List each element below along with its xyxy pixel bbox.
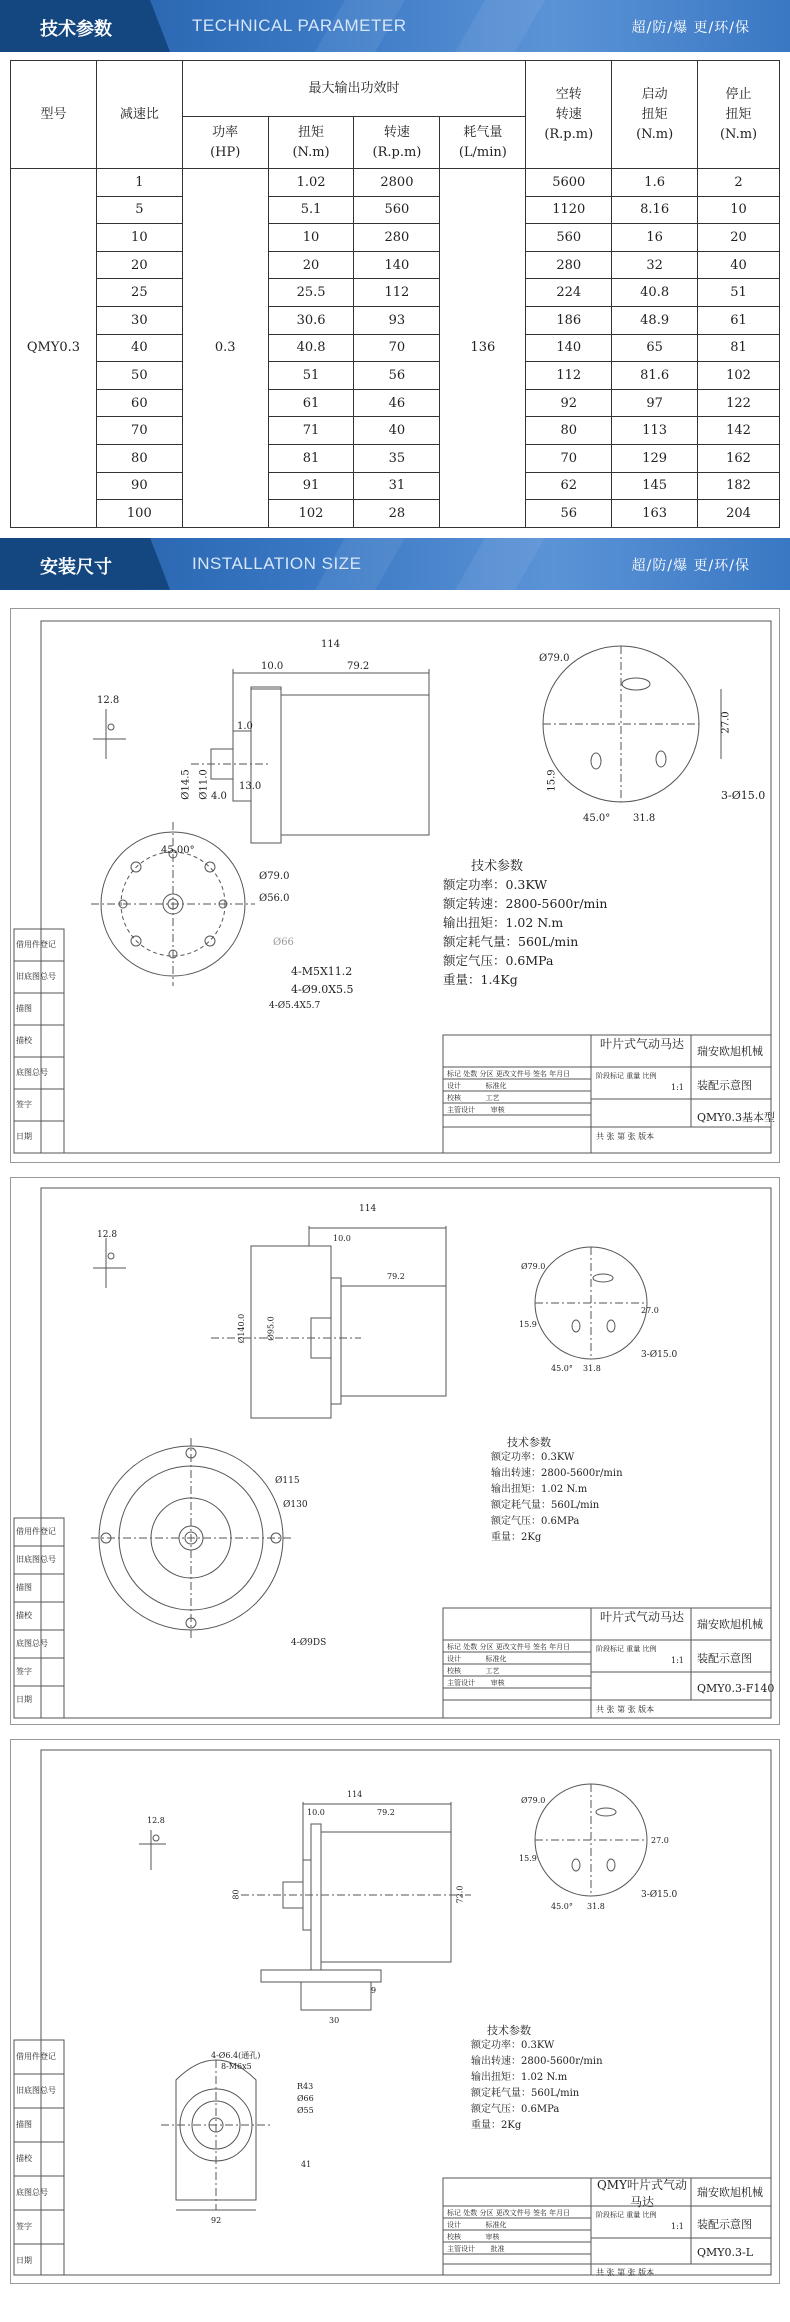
cell-torque: 1.02 bbox=[268, 169, 354, 197]
dim-12-8: 12.8 bbox=[97, 1229, 118, 1240]
cell-stop-torque: 142 bbox=[698, 417, 780, 445]
parameter-table bbox=[10, 60, 780, 528]
drawing-name: 装配示意图 bbox=[697, 2217, 752, 2231]
cell-torque: 51 bbox=[268, 362, 354, 390]
product-name: 叶片式气动马达 bbox=[599, 1036, 684, 1051]
side-label: 借用件登记 bbox=[16, 2051, 56, 2061]
cell-stop-torque: 2 bbox=[698, 169, 780, 197]
cell-idle-speed: 62 bbox=[526, 472, 612, 500]
cell-stop-torque: 204 bbox=[698, 500, 780, 528]
dim-hole: 4-Ø9.0X5.5 bbox=[291, 982, 354, 996]
cell-torque: 20 bbox=[268, 251, 354, 279]
cell-torque: 5.1 bbox=[268, 196, 354, 224]
cell-ratio: 70 bbox=[96, 417, 182, 445]
cell-idle-speed: 140 bbox=[526, 334, 612, 362]
dim-phi79: Ø79.0 bbox=[521, 1795, 546, 1805]
cell-stop-torque: 61 bbox=[698, 306, 780, 334]
side-label: 旧底图总号 bbox=[16, 2085, 56, 2095]
dim-31-8: 31.8 bbox=[587, 1901, 605, 1911]
dim-72: 72.0 bbox=[455, 1885, 465, 1904]
tb-scale: 1:1 bbox=[671, 2221, 684, 2231]
spec-line: 重量：1.4Kg bbox=[443, 971, 518, 987]
tb-row4: 主管设计 审核 bbox=[447, 1105, 505, 1114]
cell-torque: 71 bbox=[268, 417, 354, 445]
spec-lines bbox=[491, 1450, 623, 1546]
dim-phi130: Ø130 bbox=[283, 1499, 308, 1510]
table-row bbox=[11, 334, 780, 362]
table-row bbox=[11, 389, 780, 417]
spec-line: 输出转速：2800-5600r/min bbox=[471, 2055, 603, 2067]
dim-30: 30 bbox=[329, 2015, 340, 2025]
tb-stage: 阶段标记 重量 比例 bbox=[596, 2210, 657, 2219]
param-table-wrap bbox=[0, 52, 790, 538]
sheets-info: 共 张 第 张 版本 bbox=[596, 2267, 655, 2277]
cell-model: QMY0.3 bbox=[11, 169, 97, 528]
side-label: 旧底图总号 bbox=[16, 971, 56, 981]
dim-79-2: 79.2 bbox=[387, 1271, 405, 1281]
side-label: 签字 bbox=[16, 1666, 32, 1676]
tb-scale: 1:1 bbox=[671, 1082, 684, 1092]
cell-idle-speed: 186 bbox=[526, 306, 612, 334]
cell-ratio: 80 bbox=[96, 444, 182, 472]
cell-stop-torque: 40 bbox=[698, 251, 780, 279]
dim-114: 114 bbox=[347, 1789, 363, 1799]
tech-param-title-cn: 技术参数 bbox=[40, 19, 112, 40]
tb-row3: 校核 工艺 bbox=[447, 1666, 500, 1675]
cell-start-torque: 1.6 bbox=[612, 169, 698, 197]
dim-phi9: 4-Ø9DS bbox=[291, 1637, 327, 1648]
sheets-info: 共 张 第 张 版本 bbox=[596, 1704, 655, 1714]
cell-start-torque: 40.8 bbox=[612, 279, 698, 307]
drawing-lines bbox=[11, 609, 781, 1164]
cell-stop-torque: 81 bbox=[698, 334, 780, 362]
drawing-sheet-f140 bbox=[10, 1177, 780, 1725]
table-row bbox=[11, 224, 780, 252]
cell-speed: 70 bbox=[354, 334, 440, 362]
side-label: 日期 bbox=[16, 1131, 32, 1141]
tb-row4: 主管设计 审核 bbox=[447, 1678, 505, 1687]
dim-92: 92 bbox=[211, 2215, 222, 2225]
tb-stage: 阶段标记 重量 比例 bbox=[596, 1644, 657, 1653]
cell-stop-torque: 51 bbox=[698, 279, 780, 307]
spec-lines bbox=[443, 875, 607, 989]
tb-row1: 标记 处数 分区 更改文件号 签名 年月日 bbox=[447, 1069, 571, 1078]
spec-line: 重量：2Kg bbox=[491, 1531, 542, 1543]
cell-idle-speed: 80 bbox=[526, 417, 612, 445]
drawing-lines bbox=[11, 1178, 781, 1726]
slogan: 超/防/爆 更/环/保 bbox=[631, 20, 750, 36]
install-header bbox=[0, 538, 790, 590]
cell-start-torque: 145 bbox=[612, 472, 698, 500]
cell-ratio: 25 bbox=[96, 279, 182, 307]
cell-ratio: 20 bbox=[96, 251, 182, 279]
cell-speed: 112 bbox=[354, 279, 440, 307]
spec-line: 额定气压：0.6MPa bbox=[471, 2103, 560, 2115]
cell-stop-torque: 10 bbox=[698, 196, 780, 224]
tech-param-title-en: TECHNICAL PARAMETER bbox=[192, 16, 407, 35]
cell-stop-torque: 122 bbox=[698, 389, 780, 417]
cell-ratio: 10 bbox=[96, 224, 182, 252]
cell-speed: 40 bbox=[354, 417, 440, 445]
cell-stop-torque: 20 bbox=[698, 224, 780, 252]
cell-air: 136 bbox=[440, 169, 526, 528]
side-label: 描校 bbox=[16, 2153, 32, 2163]
drawing-model: QMY0.3-L bbox=[697, 2245, 754, 2259]
cell-stop-torque: 162 bbox=[698, 444, 780, 472]
side-label: 底图总号 bbox=[16, 1638, 48, 1648]
dim-80: 80 bbox=[231, 1889, 241, 1900]
table-row bbox=[11, 362, 780, 390]
cell-ratio: 40 bbox=[96, 334, 182, 362]
cell-idle-speed: 5600 bbox=[526, 169, 612, 197]
spec-line: 额定气压：0.6MPa bbox=[491, 1515, 580, 1527]
dim-9: 9 bbox=[371, 1985, 377, 1995]
tb-row3: 校核 审核 bbox=[447, 2232, 500, 2241]
cell-idle-speed: 92 bbox=[526, 389, 612, 417]
dim-3-phi15: 3-Ø15.0 bbox=[641, 1349, 678, 1360]
col-power: 功率 (HP) bbox=[182, 117, 268, 169]
cell-torque: 10 bbox=[268, 224, 354, 252]
side-label: 描校 bbox=[16, 1035, 32, 1045]
cell-speed: 28 bbox=[354, 500, 440, 528]
dim-phi66: Ø66 bbox=[297, 2093, 314, 2103]
col-ratio: 减速比 bbox=[96, 61, 182, 169]
side-label: 旧底图总号 bbox=[16, 1554, 56, 1564]
spec-line: 额定耗气量：560L/min bbox=[491, 1499, 600, 1511]
cell-idle-speed: 280 bbox=[526, 251, 612, 279]
dim-31-8: 31.8 bbox=[633, 812, 656, 824]
side-label: 借用件登记 bbox=[16, 939, 56, 949]
spec-line: 额定功率：0.3KW bbox=[443, 876, 548, 892]
spec-line: 重量：2Kg bbox=[471, 2119, 522, 2131]
col-speed: 转速 (R.p.m) bbox=[354, 117, 440, 169]
spec-title: 技术参数 bbox=[471, 858, 524, 874]
dim-79-2: 79.2 bbox=[347, 660, 370, 672]
cell-start-torque: 129 bbox=[612, 444, 698, 472]
dim-phi79-flange: Ø79.0 bbox=[259, 870, 290, 882]
drawing-model: QMY0.3-F140 bbox=[697, 1681, 775, 1695]
param-body bbox=[11, 169, 780, 528]
dim-phi140: Ø140.0 bbox=[237, 1313, 247, 1343]
dim-41: 41 bbox=[301, 2159, 312, 2169]
dim-114: 114 bbox=[359, 1203, 377, 1214]
cell-idle-speed: 560 bbox=[526, 224, 612, 252]
spec-line: 额定功率：0.3KW bbox=[491, 1451, 575, 1463]
dim-3-phi15: 3-Ø15.0 bbox=[721, 788, 766, 802]
col-max-output: 最大输出功效时 bbox=[182, 61, 526, 117]
dim-phi79: Ø79.0 bbox=[521, 1261, 546, 1271]
cell-speed: 140 bbox=[354, 251, 440, 279]
drawing-sheet-basic bbox=[10, 608, 780, 1163]
cell-ratio: 90 bbox=[96, 472, 182, 500]
cell-speed: 35 bbox=[354, 444, 440, 472]
spec-line: 额定转速：2800-5600r/min bbox=[443, 895, 608, 911]
cell-speed: 93 bbox=[354, 306, 440, 334]
col-start-torque: 启动 扭矩 (N.m) bbox=[612, 61, 698, 169]
dim-13: 13.0 bbox=[239, 780, 262, 792]
cell-speed: 560 bbox=[354, 196, 440, 224]
drawing-name: 装配示意图 bbox=[697, 1078, 752, 1092]
side-label: 描图 bbox=[16, 1003, 32, 1013]
spec-line: 输出转速：2800-5600r/min bbox=[491, 1467, 623, 1479]
dim-10: 10.0 bbox=[333, 1233, 351, 1243]
side-label: 描图 bbox=[16, 1582, 32, 1592]
cell-speed: 31 bbox=[354, 472, 440, 500]
col-torque: 扭矩 (N.m) bbox=[268, 117, 354, 169]
cell-ratio: 50 bbox=[96, 362, 182, 390]
dim-hole2: 4-Ø5.4X5.7 bbox=[269, 1000, 321, 1011]
dim-phi11: Ø11.0 bbox=[198, 768, 210, 800]
product-name: QMY叶片式气动马达 bbox=[596, 2177, 688, 2209]
dim-m6: 8-M6x5 bbox=[221, 2061, 252, 2071]
company: 瑞安欧旭机械 bbox=[697, 1044, 763, 1058]
cell-idle-speed: 1120 bbox=[526, 196, 612, 224]
cell-start-torque: 48.9 bbox=[612, 306, 698, 334]
cell-start-torque: 8.16 bbox=[612, 196, 698, 224]
table-row bbox=[11, 306, 780, 334]
dim-27: 27.0 bbox=[641, 1305, 659, 1315]
tech-param-header bbox=[0, 0, 790, 52]
side-label: 签字 bbox=[16, 2221, 32, 2231]
dim-phi55: Ø55 bbox=[297, 2105, 314, 2115]
dim-1: 1.0 bbox=[237, 720, 253, 732]
dim-31-8: 31.8 bbox=[583, 1363, 601, 1373]
dim-phi56: Ø56.0 bbox=[259, 892, 290, 904]
drawing-name: 装配示意图 bbox=[697, 1651, 752, 1665]
dim-10: 10.0 bbox=[261, 660, 284, 672]
table-row bbox=[11, 444, 780, 472]
dim-3-phi15: 3-Ø15.0 bbox=[641, 1889, 678, 1900]
cell-start-torque: 32 bbox=[612, 251, 698, 279]
dim-phi95: Ø95.0 bbox=[266, 1316, 276, 1341]
col-stop-torque: 停止 扭矩 (N.m) bbox=[698, 61, 780, 169]
dim-45: 45.0° bbox=[551, 1363, 573, 1373]
cell-speed: 2800 bbox=[354, 169, 440, 197]
spec-line: 输出扭矩：1.02 N.m bbox=[491, 1483, 588, 1495]
cell-ratio: 100 bbox=[96, 500, 182, 528]
cell-ratio: 60 bbox=[96, 389, 182, 417]
side-label: 底图总号 bbox=[16, 1067, 48, 1077]
tb-stage: 阶段标记 重量 比例 bbox=[596, 1071, 657, 1080]
table-row bbox=[11, 472, 780, 500]
tb-row3: 校核 工艺 bbox=[447, 1093, 500, 1102]
dim-4: 4.0 bbox=[211, 790, 227, 802]
dim-114: 114 bbox=[321, 638, 341, 650]
cell-torque: 61 bbox=[268, 389, 354, 417]
cell-idle-speed: 70 bbox=[526, 444, 612, 472]
tb-row2: 设计 标准化 bbox=[447, 1654, 507, 1663]
table-row bbox=[11, 196, 780, 224]
cell-stop-torque: 182 bbox=[698, 472, 780, 500]
cell-ratio: 30 bbox=[96, 306, 182, 334]
side-label: 描图 bbox=[16, 2119, 32, 2129]
cell-idle-speed: 112 bbox=[526, 362, 612, 390]
dim-45-00: 45.00° bbox=[161, 844, 195, 856]
cell-start-torque: 113 bbox=[612, 417, 698, 445]
side-label: 借用件登记 bbox=[16, 1526, 56, 1536]
cell-ratio: 1 bbox=[96, 169, 182, 197]
side-label: 底图总号 bbox=[16, 2187, 48, 2197]
tb-row1: 标记 处数 分区 更改文件号 签名 年月日 bbox=[447, 2208, 571, 2217]
tb-row2: 设计 标准化 bbox=[447, 2220, 507, 2229]
slogan: 超/防/爆 更/环/保 bbox=[631, 557, 750, 574]
dim-r43: R43 bbox=[297, 2081, 314, 2091]
sheets-info: 共 张 第 张 版本 bbox=[596, 1131, 655, 1141]
cell-torque: 102 bbox=[268, 500, 354, 528]
tb-row2: 设计 标准化 bbox=[447, 1081, 507, 1090]
dim-45: 45.0° bbox=[551, 1901, 573, 1911]
cell-torque: 91 bbox=[268, 472, 354, 500]
cell-idle-speed: 56 bbox=[526, 500, 612, 528]
tb-row4: 主管设计 批准 bbox=[447, 2244, 505, 2253]
drawing-sheet-l bbox=[10, 1739, 780, 2284]
cell-torque: 40.8 bbox=[268, 334, 354, 362]
cell-ratio: 5 bbox=[96, 196, 182, 224]
table-row bbox=[11, 500, 780, 528]
dim-12-8: 12.8 bbox=[147, 1815, 165, 1825]
table-row bbox=[11, 417, 780, 445]
cell-power: 0.3 bbox=[182, 169, 268, 528]
company: 瑞安欧旭机械 bbox=[697, 1617, 763, 1631]
side-label: 签字 bbox=[16, 1099, 32, 1109]
tb-scale: 1:1 bbox=[671, 1655, 684, 1665]
dim-10: 10.0 bbox=[307, 1807, 325, 1817]
side-label: 日期 bbox=[16, 1694, 32, 1704]
table-row bbox=[11, 251, 780, 279]
dim-15-9: 15.9 bbox=[519, 1319, 537, 1329]
cell-speed: 280 bbox=[354, 224, 440, 252]
cell-torque: 81 bbox=[268, 444, 354, 472]
cell-torque: 25.5 bbox=[268, 279, 354, 307]
spec-title: 技术参数 bbox=[507, 1435, 551, 1449]
spec-line: 额定耗气量：560L/min bbox=[471, 2087, 580, 2099]
spec-line: 输出扭矩：1.02 N.m bbox=[443, 914, 564, 930]
cell-start-torque: 81.6 bbox=[612, 362, 698, 390]
spec-line: 额定耗气量：560L/min bbox=[443, 933, 579, 949]
dim-phi14-5: Ø14.5 bbox=[180, 768, 192, 800]
tb-row1: 标记 处数 分区 更改文件号 签名 年月日 bbox=[447, 1642, 571, 1651]
dim-hole: 4-Ø6.4(通孔) bbox=[211, 2050, 261, 2060]
install-title-cn: 安装尺寸 bbox=[40, 556, 112, 578]
col-model: 型号 bbox=[11, 61, 97, 169]
drawing-model: QMY0.3基本型 bbox=[697, 1110, 776, 1124]
cell-start-torque: 97 bbox=[612, 389, 698, 417]
dim-15-9: 15.9 bbox=[519, 1853, 537, 1863]
dim-27: 27.0 bbox=[651, 1835, 669, 1845]
company: 瑞安欧旭机械 bbox=[697, 2185, 763, 2199]
spec-line: 额定功率：0.3KW bbox=[471, 2039, 555, 2051]
side-label: 日期 bbox=[16, 2255, 32, 2265]
cell-start-torque: 65 bbox=[612, 334, 698, 362]
cell-torque: 30.6 bbox=[268, 306, 354, 334]
cell-speed: 56 bbox=[354, 362, 440, 390]
dim-m5: 4-M5X11.2 bbox=[291, 964, 353, 978]
product-name: 叶片式气动马达 bbox=[599, 1609, 684, 1624]
col-idle-speed: 空转 转速 (R.p.m) bbox=[526, 61, 612, 169]
dim-27: 27.0 bbox=[720, 711, 732, 734]
dim-phi115: Ø115 bbox=[275, 1475, 300, 1486]
cell-start-torque: 163 bbox=[612, 500, 698, 528]
dim-79-2: 79.2 bbox=[377, 1807, 395, 1817]
cell-start-torque: 16 bbox=[612, 224, 698, 252]
dim-phi79: Ø79.0 bbox=[539, 652, 570, 664]
spec-lines bbox=[471, 2038, 603, 2134]
side-label: 描校 bbox=[16, 1610, 32, 1620]
dim-phi66: Ø66 bbox=[273, 936, 294, 948]
spec-line: 输出扭矩：1.02 N.m bbox=[471, 2071, 568, 2083]
table-row bbox=[11, 279, 780, 307]
install-title-en: INSTALLATION SIZE bbox=[192, 553, 362, 573]
dim-15-9: 15.9 bbox=[546, 769, 558, 792]
col-air: 耗气量 (L/min) bbox=[440, 117, 526, 169]
dim-45: 45.0° bbox=[583, 812, 611, 824]
dim-12-8: 12.8 bbox=[97, 694, 120, 706]
spec-title: 技术参数 bbox=[487, 2023, 531, 2037]
table-row bbox=[11, 169, 780, 197]
spec-line: 额定气压：0.6MPa bbox=[443, 952, 554, 968]
cell-stop-torque: 102 bbox=[698, 362, 780, 390]
cell-speed: 46 bbox=[354, 389, 440, 417]
cell-idle-speed: 224 bbox=[526, 279, 612, 307]
